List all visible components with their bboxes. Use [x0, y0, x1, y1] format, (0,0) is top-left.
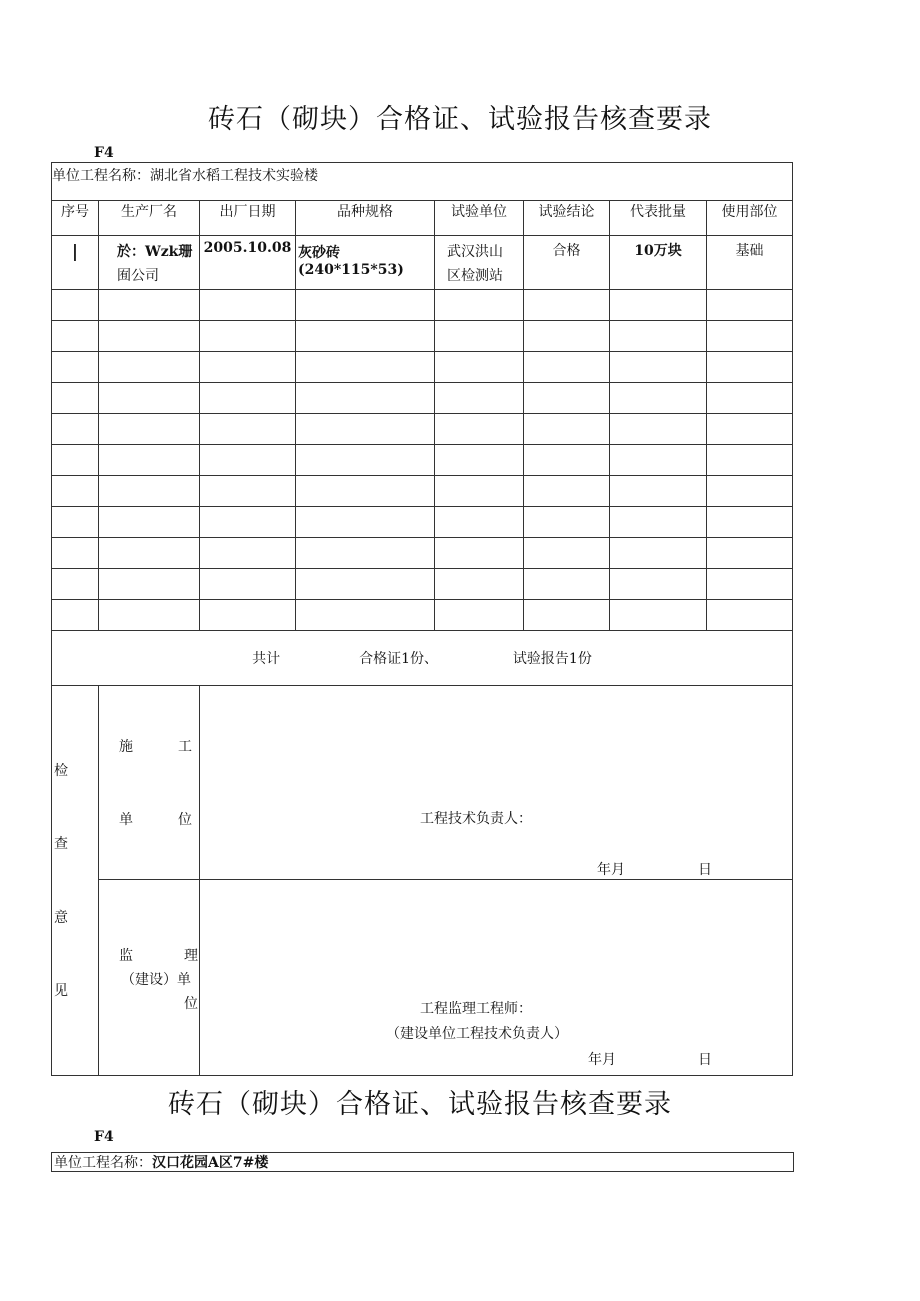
construction-char: 工 [178, 739, 192, 755]
header-maker: 生产厂名 [99, 201, 200, 236]
supervision-sign-label: 工程监理工程师： [420, 1001, 532, 1017]
header-lab: 试验单位 [435, 201, 524, 236]
table-row [52, 290, 793, 321]
doc-title: 砖石（砌块）合格证、试验报告核查要录 [208, 104, 712, 135]
cell-seq: | [52, 236, 99, 290]
total-row [52, 631, 793, 686]
supervision-date-d: 日 [698, 1052, 712, 1068]
project-label: 单位工程名称： [52, 168, 150, 184]
cell-location: 基础 [707, 236, 793, 290]
doc2-project-name-row [51, 1152, 794, 1172]
cell-lab-line2: 区检测站 [447, 268, 503, 284]
cell-date: 2005.10.08 [200, 236, 296, 290]
cell-lab [435, 236, 524, 290]
supervision-char: 理 [184, 948, 198, 964]
table-row [52, 538, 793, 569]
construction-char: 单 [119, 812, 133, 828]
header-seq: 序号 [52, 201, 99, 236]
table-row [52, 321, 793, 352]
supervision-char: 监 [119, 948, 133, 964]
total-reports: 试验报告1份 [512, 651, 592, 667]
construction-sign-label: 工程技术负责人： [420, 811, 532, 827]
supervision-sign-cell [200, 880, 793, 1076]
header-batch: 代表批量 [610, 201, 707, 236]
doc2-project-name: 汉口花园A区7#楼 [152, 1155, 269, 1171]
supervision-line3: 位 [184, 996, 198, 1012]
table-row [52, 236, 793, 290]
cell-conclusion: 合格 [524, 236, 610, 290]
supervision-date-ym: 年月 [588, 1052, 616, 1068]
construction-char: 位 [178, 812, 192, 828]
review-side-char: 见 [54, 983, 68, 999]
table-row [52, 414, 793, 445]
review-side-char: 检 [54, 763, 68, 779]
doc2-title: 砖石（砌块）合格证、试验报告核查要录 [168, 1089, 672, 1120]
table-row [52, 569, 793, 600]
doc2-project-label: 单位工程名称： [54, 1155, 152, 1171]
cell-maker [99, 236, 200, 290]
table-row [52, 352, 793, 383]
review-side-char: 意 [54, 910, 68, 926]
construction-sign-cell [200, 686, 793, 880]
supervision-label-cell [99, 880, 200, 1076]
record-table [51, 162, 793, 1076]
review-construction-row [52, 686, 793, 880]
header-location: 使用部位 [707, 201, 793, 236]
cell-spec: 灰砂砖(240*115*53) [296, 236, 435, 290]
total-label: 共计 [252, 651, 281, 667]
header-spec: 品种规格 [296, 201, 435, 236]
doc2-form-code: F4 [94, 1129, 114, 1145]
header-date: 出厂日期 [200, 201, 296, 236]
table-row [52, 507, 793, 538]
header-conclusion: 试验结论 [524, 201, 610, 236]
total-certs: 合格证1份、 [359, 651, 438, 667]
project-name: 湖北省水稻工程技术实验楼 [150, 168, 318, 184]
table-row [52, 600, 793, 631]
cell-maker-line2: 囿公司 [117, 268, 159, 284]
review-side-char: 查 [54, 836, 68, 852]
cell-lab-line1: 武汉洪山 [447, 244, 503, 260]
cell-batch: 10万块 [610, 236, 707, 290]
construction-date-d: 日 [698, 862, 712, 878]
review-supervision-row [52, 880, 793, 1076]
construction-label-cell [99, 686, 200, 880]
project-name-row [52, 163, 793, 201]
table-row [52, 445, 793, 476]
construction-date-ym: 年月 [597, 862, 625, 878]
form-code: F4 [94, 145, 114, 161]
cell-maker-line1: 於：Wzk珊 [117, 244, 193, 260]
header-row [52, 201, 793, 236]
supervision-sign-sub: （建设单位工程技术负责人） [386, 1026, 568, 1042]
review-side-cell [52, 686, 99, 1076]
table-row [52, 383, 793, 414]
supervision-line2: （建设）单 [121, 972, 191, 988]
construction-char: 施 [119, 739, 133, 755]
table-row [52, 476, 793, 507]
